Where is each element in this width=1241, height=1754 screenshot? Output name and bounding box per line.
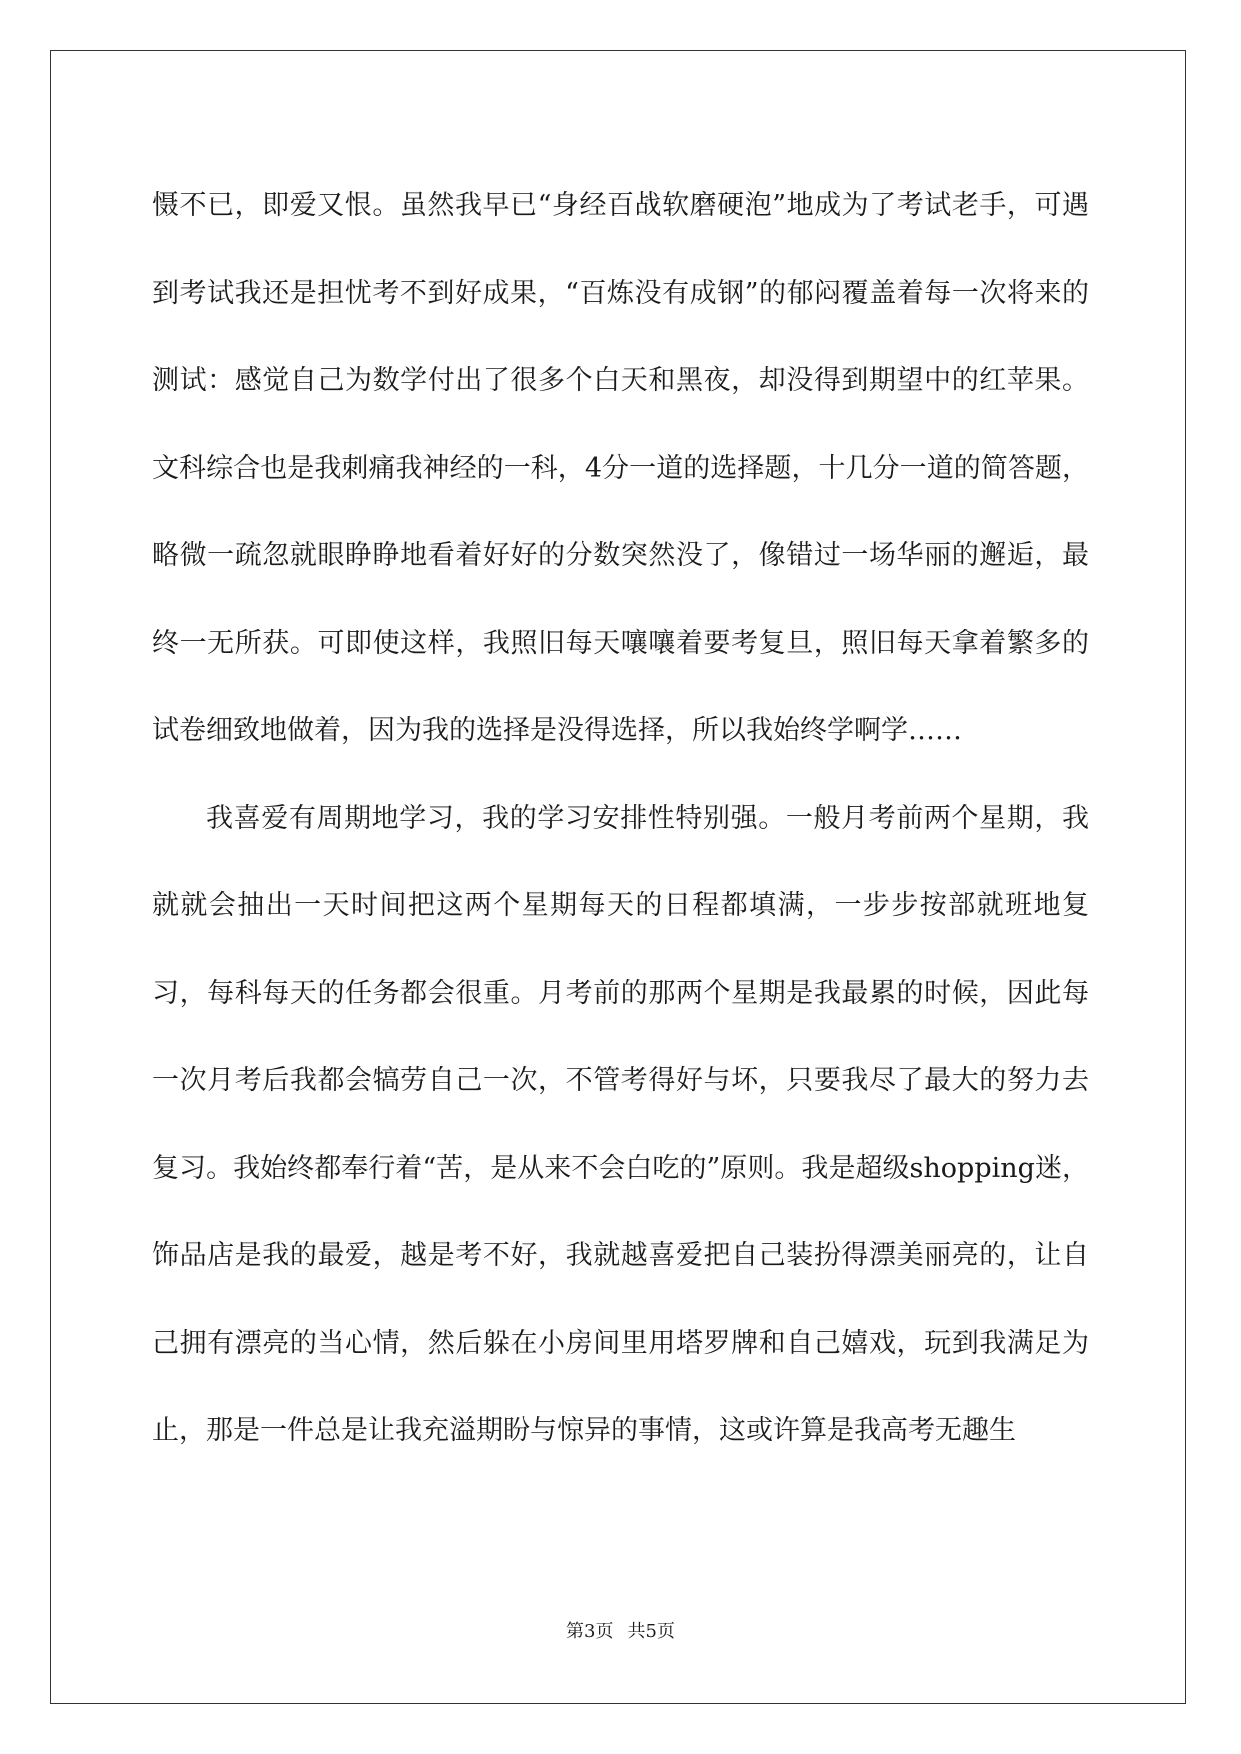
page-total: 共5页	[627, 1621, 675, 1642]
page-footer	[0, 1620, 1241, 1644]
paragraph-continued: 慑不已，即爱又恨。虽然我早已“身经百战软磨硬泡”地成为了考试老手，可遇到考试我还是担忧考不到好成果，“百炼没有成钢”的郁闷覆盖着每一次将来的测试：感觉自己为数学付出了很多个白天和黑夜，却没得到期望中的红苹果。文科综合也是我刺痛我神经的一科，4分一道的选择题，十几分一道的简答题，略微一疏忽就眼睁睁地看着好好的分数突然没了，像错过一场华丽的邂逅，最终一无所获。可即使这样，我照旧每天嚷嚷着要考复旦，照旧每天拿着繁多的试卷细致地做着，因为我的选择是没得选择，所以我始终学啊学……	[152, 190, 1089, 746]
document-body	[152, 162, 1089, 1475]
page-number: 第3页	[566, 1621, 614, 1642]
paragraph-study-habits: 我喜爱有周期地学习，我的学习安排性特别强。一般月考前两个星期，我就就会抽出一天时间把这两个星期每天的日程都填满，一步步按部就班地复习，每科每天的任务都会很重。月考前的那两个星期是我最累的时候，因此每一次月考后我都会犒劳自己一次，不管考得好与坏，只要我尽了最大的努力去复习。我始终都奉行着“苦，是从来不会白吃的”原则。我是超级shopping迷，饰品店是我的最爱，越是考不好，我就越喜爱把自己装扮得漂美丽亮的，让自己拥有漂亮的当心情，然后躲在小房间里用塔罗牌和自己嬉戏，玩到我满足为止，那是一件总是让我充溢期盼与惊异的事情，这或许算是我高考无趣生	[152, 802, 1089, 1446]
